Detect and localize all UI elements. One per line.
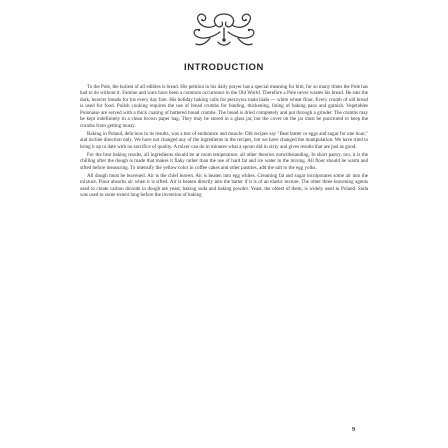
paragraph: For the best baking results, all ingredients should be at room temperature, all other theories notwithstanding. In short pastry, too, it is the chilling after the dough is made that makes it flaky rather than the use of hard fat and ice water in the mixing. All flour should be warm and sifted before measuring. To intensify the yellow color in coffee cakes and other pastries, add the salt to the egg yolks. [80,151,368,171]
paragraph: Baking in Poland, delicious in its results, was a test of endurance and muscle. Old recipes say "Beat butter or eggs and sugar for one hour," and incline direction only. We have not changed any of the ingredients in the recipes, but we have changed the manipulation. We have tried to bring it up to date with no sacrifice of quality. A mixer can do in minutes what a spoon did in sixty and gives results that are just as good. [80,130,368,150]
paragraph: To the Pole, the holiest of all edibles is bread. His petition in his daily prayer has a special meaning for him, for so many times the Pole has had to do without it. Famine and wars have been a common occurrence in the Old World. Therefore a Pole never wastes his bread. He eats the dark, heavier breads for his every day fare. His holiday baking calls for pieczywa mała biała — white wheat flour. Every crumb of old bread is used for food. Polish cooking requires the use of bread crumbs for binding, thickening, lining of baking pans and garnish. Vegetables Polonaise are served with a thick coating of buttered bread crumbs. The bread is dried completely and put through a grinder. The crumbs may be kept indefinitely in a clean brown paper bag. They may be stored in a glass jar, but the cover on the jar must be punctured to keep the crumbs from getting musty. [80,84,368,129]
body-text [80,84,368,444]
page-number: 9 [352,427,355,433]
chapter-title: INTRODUCTION [183,62,265,73]
paragraph: All dough must be leavened. Air is the chief leaven. Air is beaten into egg whites. Creaming fat and sugar incorporates some air into the mixture. Flour absorbs air when it is sifted. Air is beaten directly into the batter if it is of an elastic texture. The other three leavening agents used to create carbon dioxide in dough are yeast, baking soda and baking powder. Yeast, the oldest of them, is widely used in Poland. Soda was used to some extent long before the invention of baking [80,172,368,199]
floral-scroll-ornament-icon [190,8,258,50]
